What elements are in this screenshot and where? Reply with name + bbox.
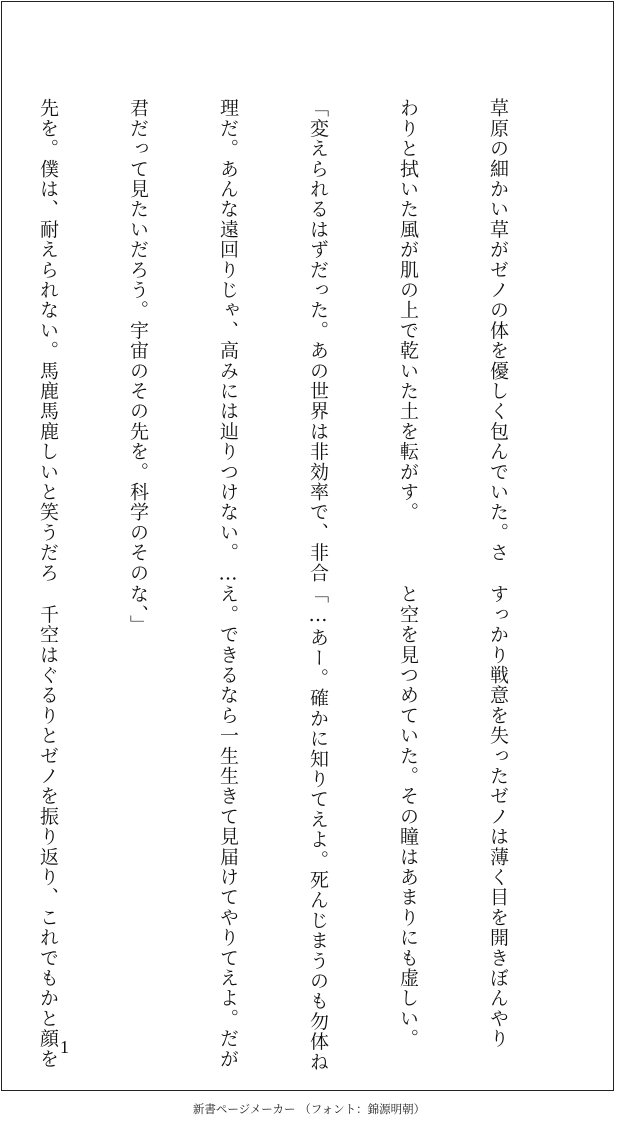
lower-text-block bbox=[0, 584, 573, 1072]
page-number: 1 bbox=[60, 1037, 69, 1057]
book-page bbox=[1, 1, 614, 1091]
text-line: 先を。僕は、耐えられない。馬鹿馬鹿しいと笑うだろ bbox=[37, 98, 59, 583]
text-line: 「変えられるはずだった。あの世界は非効率で、非合 bbox=[307, 98, 329, 583]
text-line: 君だって見たいだろう。宇宙のその先を。科学のその bbox=[127, 98, 149, 583]
text-line: 「…あー。確かに知りてえよ。死んじまうのも勿体ね bbox=[307, 584, 329, 1072]
text-line: わりと拭いた風が肌の上で乾いた土を転がす。 bbox=[397, 98, 419, 523]
text-line: 理だ。あんな遠回りじゃ、高みには辿りつけない。… bbox=[217, 98, 239, 586]
text-line: 草原の細かい草がゼノの体を優しく包んでいた。さ bbox=[487, 98, 509, 563]
text-line: と空を見つめていた。その瞳はあまりにも虚しい。 bbox=[397, 584, 419, 1049]
text-line: な、」 bbox=[127, 584, 149, 636]
text-line: 千空はぐるりとゼノを振り返り、これでもかと顔を bbox=[37, 584, 59, 1069]
upper-text-block bbox=[0, 98, 573, 586]
text-line: すっかり戦意を失ったゼノは薄く目を開きぼんやり bbox=[487, 584, 509, 1049]
footer-caption: 新書ページメーカー （フォント：錦源明朝） bbox=[192, 1102, 426, 1116]
text-line: え。できるなら一生生きて見届けてやりてえよ。だが bbox=[217, 584, 239, 1069]
